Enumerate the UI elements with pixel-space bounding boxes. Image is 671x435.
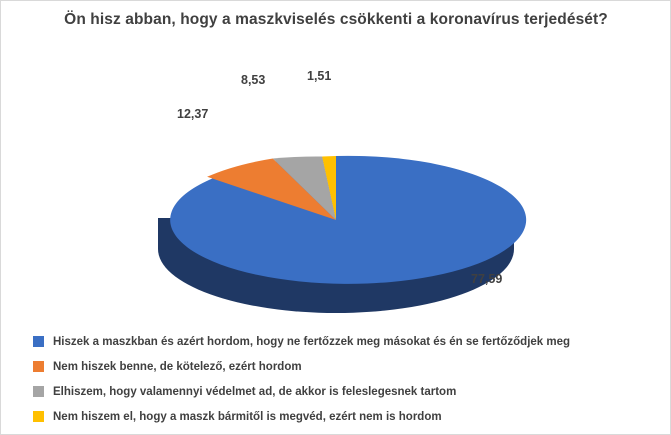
legend-label-1: Nem hiszek benne, de kötelező, ezért hordom	[53, 360, 302, 373]
legend-swatch-icon-1	[33, 361, 44, 372]
legend-label-0: Hiszek a maszkban és azért hordom, hogy ne fertőzzek meg másokat és én se fertőződjek meg	[53, 335, 571, 348]
data-label-0: 77,59	[471, 272, 503, 286]
pie-plot-area	[1, 63, 671, 313]
legend-item-1	[33, 354, 653, 379]
legend-item-3	[33, 404, 653, 429]
data-label-2: 8,53	[241, 73, 266, 87]
legend-item-2	[33, 379, 653, 404]
legend-swatch-icon-3	[33, 411, 44, 422]
legend-swatch-icon-0	[33, 336, 44, 347]
chart-legend	[33, 329, 653, 429]
legend-item-0	[33, 329, 653, 354]
legend-swatch-icon-2	[33, 386, 44, 397]
legend-label-3: Nem hiszem el, hogy a maszk bármitől is megvéd, ezért nem is hordom	[53, 410, 442, 423]
data-label-3: 1,51	[307, 69, 332, 83]
data-label-1: 12,37	[177, 107, 209, 121]
chart-title: Ön hisz abban, hogy a maszkviselés csökkenti a koronavírus terjedését?	[64, 11, 608, 28]
pie-graphic	[1, 63, 671, 313]
legend-label-2: Elhiszem, hogy valamennyi védelmet ad, de akkor is feleslegesnek tartom	[53, 385, 457, 398]
